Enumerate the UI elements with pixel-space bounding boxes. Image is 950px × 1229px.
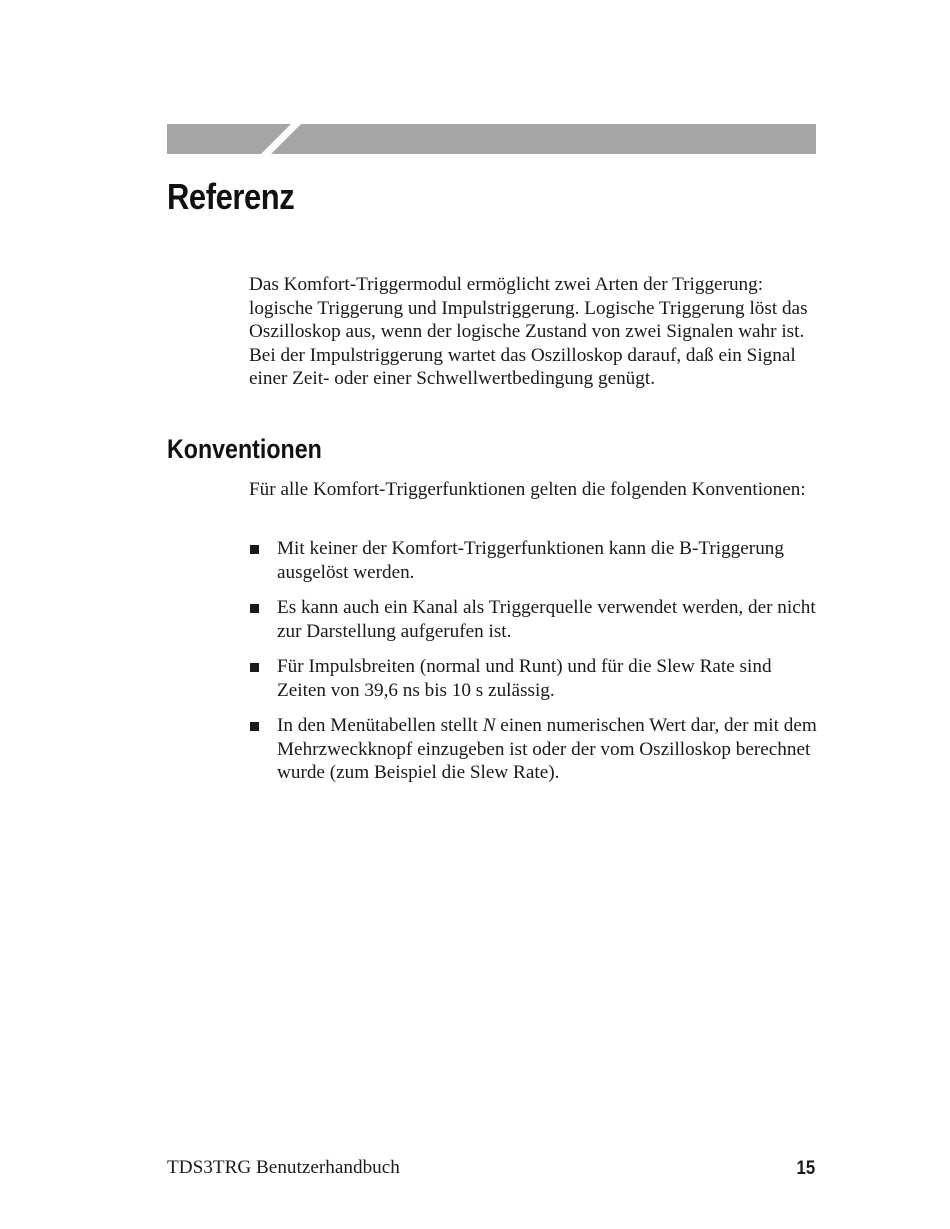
list-item-text: Mit keiner der Komfort-Triggerfunktionen kann die B-Triggerung ausgelöst werden. <box>277 538 784 583</box>
section-intro-paragraph: Für alle Komfort-Triggerfunktionen gelten die folgenden Konventionen: <box>249 479 806 500</box>
list-item-text-after: einen numerischen Wert dar, der mit dem Mehrzweckknopf einzugeben ist oder der vom Oszilloskop berechnet wurde (zum Beispiel die Slew Rate). <box>277 715 817 783</box>
square-bullet-icon <box>250 663 259 672</box>
list-item-text: Für Impulsbreiten (normal und Runt) und für die Slew Rate sind Zeiten von 39,6 ns bis 10 s zulässig. <box>277 656 772 701</box>
list-item-text-before: In den Menütabellen stellt <box>277 715 483 736</box>
list-item <box>249 596 819 643</box>
square-bullet-icon <box>250 604 259 613</box>
list-item-text <box>277 715 817 783</box>
square-bullet-icon <box>250 545 259 554</box>
list-item-text: Es kann auch ein Kanal als Triggerquelle verwendet werden, der nicht zur Darstellung aufgerufen ist. <box>277 597 816 642</box>
page-number: 15 <box>796 1158 815 1179</box>
conventions-list <box>249 537 819 797</box>
footer-manual-title: TDS3TRG Benutzerhandbuch <box>167 1157 400 1178</box>
variable-n: N <box>482 715 496 736</box>
list-item <box>249 537 819 584</box>
chapter-title: Referenz <box>167 176 295 217</box>
chapter-intro-paragraph: Das Komfort-Triggermodul ermöglicht zwei Arten der Triggerung: logische Triggerung und Impulstriggerung. Logische Triggerung löst das Oszilloskop aus, wenn der logische Zustand von zwei Signalen wahr ist. Bei der Impulstriggerung wartet das Oszilloskop darauf, daß ein Signal einer Zeit- oder einer Schwellwertbedingung genügt. <box>249 274 808 389</box>
chapter-header-bar <box>167 124 816 154</box>
square-bullet-icon <box>250 722 259 731</box>
list-item <box>249 655 819 702</box>
list-item <box>249 714 819 785</box>
section-title: Konventionen <box>167 434 322 464</box>
